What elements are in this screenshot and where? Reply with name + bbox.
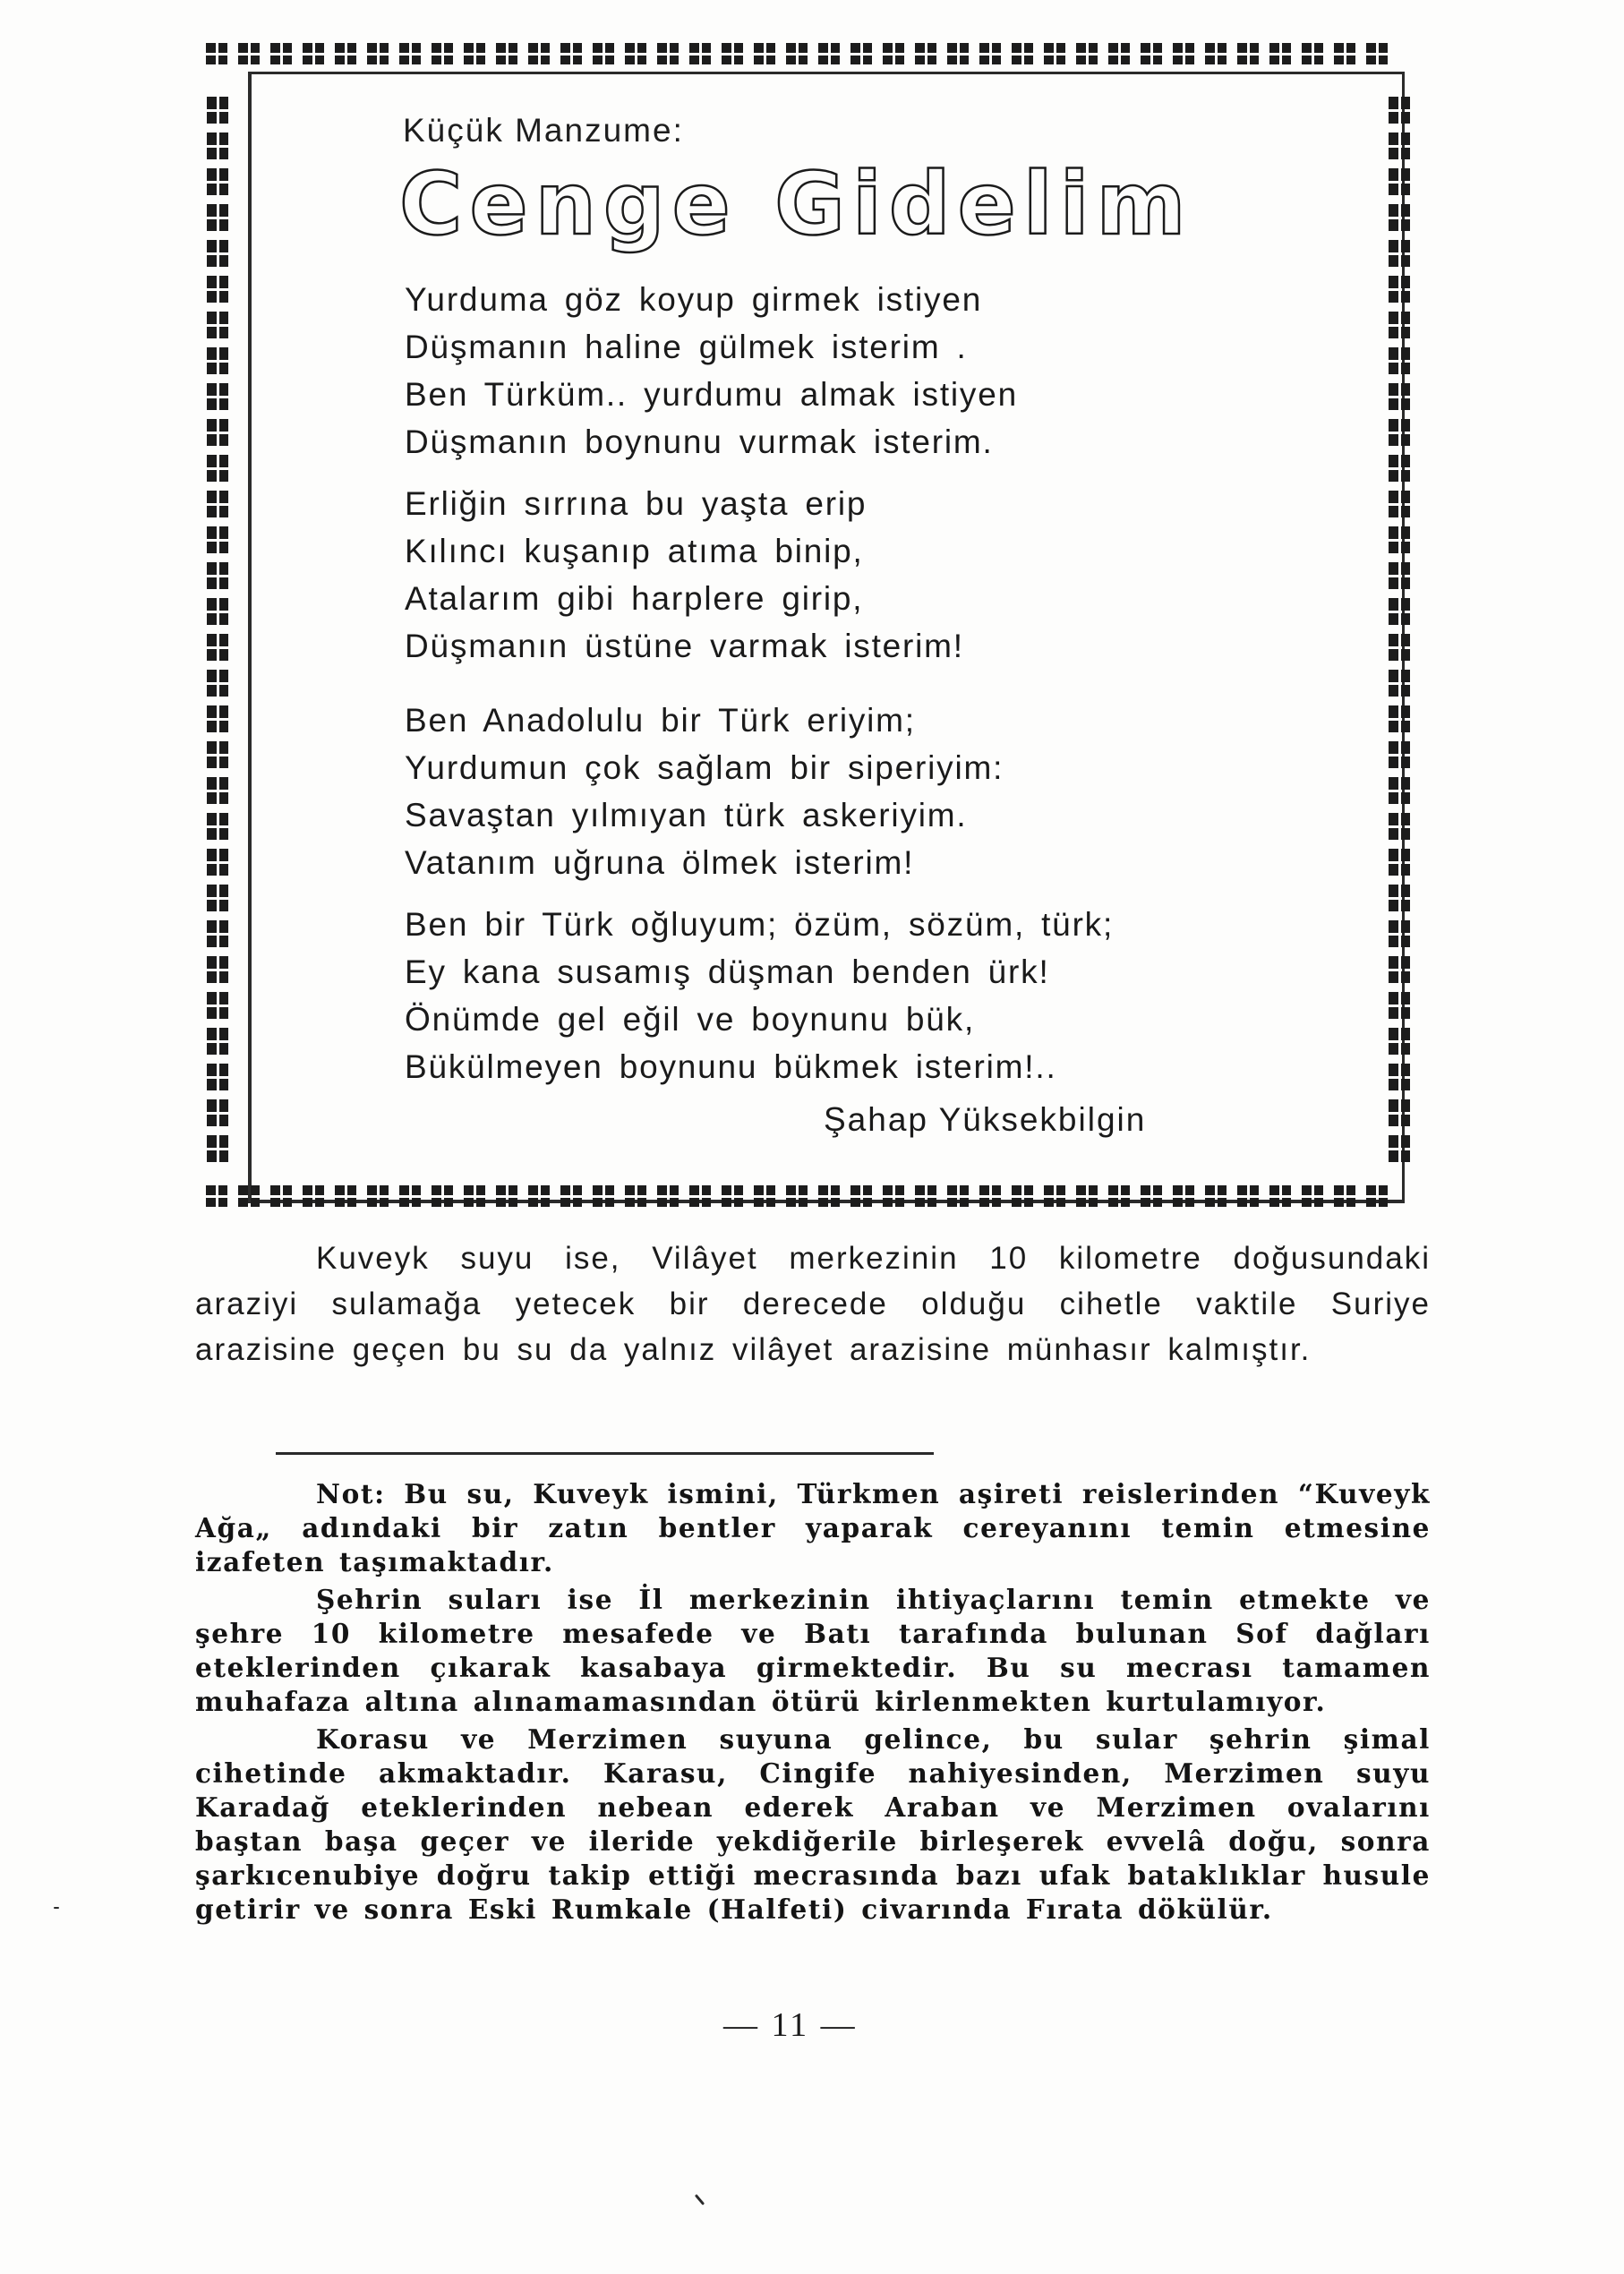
border-ornament <box>207 276 228 303</box>
frame-border-left <box>207 97 228 1162</box>
border-ornament <box>1366 1185 1388 1207</box>
border-ornament <box>1389 276 1410 303</box>
border-ornament <box>1389 526 1410 553</box>
border-ornament <box>1302 43 1323 64</box>
border-ornament <box>335 43 356 64</box>
border-ornament <box>1173 43 1194 64</box>
border-ornament <box>1269 43 1291 64</box>
border-ornament <box>464 1185 485 1207</box>
border-ornament <box>1389 347 1410 374</box>
poem-line: Ben Anadolulu bir Türk eriyim; <box>405 702 916 739</box>
border-ornament <box>1389 813 1410 840</box>
border-ornament <box>1389 670 1410 697</box>
border-ornament <box>207 1028 228 1055</box>
border-ornament <box>207 312 228 338</box>
poem-stanza-2 <box>405 480 964 670</box>
poem-stanza-3 <box>405 697 1004 886</box>
border-ornament <box>1389 956 1410 983</box>
border-ornament <box>915 1185 936 1207</box>
border-ornament <box>1044 43 1065 64</box>
border-ornament <box>207 956 228 983</box>
border-ornament <box>1076 1185 1098 1207</box>
border-ornament <box>1389 1135 1410 1162</box>
poem-line: Erliğin sırrına bu yaşta erip <box>405 485 868 522</box>
border-ornament <box>207 849 228 876</box>
border-ornament <box>722 1185 743 1207</box>
border-ornament <box>657 43 679 64</box>
border-ornament <box>1389 634 1410 661</box>
border-ornament <box>754 1185 775 1207</box>
poem-line: Bükülmeyen boynunu bükmek isterim!.. <box>405 1048 1057 1085</box>
border-ornament <box>625 43 646 64</box>
border-ornament <box>1389 920 1410 947</box>
border-ornament <box>1389 741 1410 768</box>
footnote-paragraph: Not: Bu su, Kuveyk ismini, Türkmen aşireti reislerinden “Kuveyk Ağa„ adındaki bir zatın bentler yaparak cereyanını temin etmesine izafeten taşımaktadır. <box>195 1478 1431 1577</box>
border-ornament <box>367 1185 389 1207</box>
border-ornament <box>207 885 228 911</box>
border-ornament <box>207 1099 228 1126</box>
border-ornament <box>1141 1185 1162 1207</box>
border-ornament <box>1366 43 1388 64</box>
border-ornament <box>496 1185 517 1207</box>
border-ornament <box>979 43 1001 64</box>
border-ornament <box>883 43 904 64</box>
border-ornament <box>238 43 260 64</box>
border-ornament <box>1269 1185 1291 1207</box>
border-ornament <box>207 419 228 446</box>
border-ornament <box>883 1185 904 1207</box>
border-ornament <box>1389 562 1410 589</box>
body-paragraph <box>195 1235 1431 1372</box>
poem-line: Düşmanın boynunu vurmak isterim. <box>405 423 994 460</box>
border-ornament <box>947 1185 969 1207</box>
border-ornament <box>207 598 228 625</box>
border-ornament <box>399 1185 421 1207</box>
border-ornament <box>207 992 228 1019</box>
border-ornament <box>207 97 228 124</box>
border-ornament <box>207 133 228 159</box>
border-ornament <box>1044 1185 1065 1207</box>
border-ornament <box>1389 777 1410 804</box>
poem-line: Atalarım gibi harplere girip, <box>405 580 864 617</box>
border-ornament <box>270 43 292 64</box>
border-ornament <box>207 168 228 195</box>
border-ornament <box>1205 43 1227 64</box>
border-ornament <box>238 1185 260 1207</box>
poem-line: Düşmanın haline gülmek isterim . <box>405 329 968 365</box>
border-ornament <box>432 1185 453 1207</box>
border-ornament <box>207 383 228 410</box>
border-ornament <box>1389 1099 1410 1126</box>
border-ornament <box>818 43 840 64</box>
border-ornament <box>207 347 228 374</box>
border-ornament <box>207 634 228 661</box>
border-ornament <box>207 1135 228 1162</box>
border-ornament <box>850 1185 872 1207</box>
poem-line: Ey kana susamış düşman benden ürk! <box>405 953 1050 990</box>
footnote-paragraph: Şehrin suları ise İl merkezinin ihtiyaçlarını temin etmekte ve şehre 10 kilometre mesafede ve Batı tarafında bulunan Sof dağları eteklerinden çıkarak kasabaya girmektedir. Bu su mecrası tamamen muhafaza altına alınamamasından ötürü kirlenmekten kurtulamıyor. <box>195 1584 1431 1717</box>
border-ornament <box>1173 1185 1194 1207</box>
footnotes <box>195 1477 1431 1930</box>
border-ornament <box>1108 43 1130 64</box>
poem-author: Şahap Yüksekbilgin <box>824 1101 1147 1138</box>
border-ornament <box>1389 312 1410 338</box>
footnote-paragraph: Korasu ve Merzimen suyuna gelince, bu sular şehrin şimal cihetinde akmaktadır. Karasu, Cingife nahiyesinden, Merzimen suyu Karadağ eteklerinden nebean ederek Araban ve Merzimen ovalarını baştan başa geçer ve ileride yekdiğerile birleşerek evvelâ doğu, sonra şarkıcenubiye doğru takip ettiği mecrasında bazı ufak bataklıklar husule getirir ve sonra Eski Rumkale (Halfeti) civarında Fırata dökülür. <box>195 1723 1431 1925</box>
border-ornament <box>1389 419 1410 446</box>
border-ornament <box>1389 885 1410 911</box>
border-ornament <box>207 491 228 517</box>
border-ornament <box>786 1185 808 1207</box>
poem-line: Savaştan yılmıyan türk askeriyim. <box>405 797 968 834</box>
border-ornament <box>206 43 227 64</box>
border-ornament <box>464 43 485 64</box>
border-ornament <box>270 1185 292 1207</box>
footnote-divider <box>276 1452 934 1455</box>
border-ornament <box>1389 1064 1410 1090</box>
border-ornament <box>689 43 711 64</box>
border-ornament <box>206 1185 227 1207</box>
border-ornament <box>1237 1185 1259 1207</box>
border-ornament <box>560 1185 582 1207</box>
border-ornament <box>432 43 453 64</box>
border-ornament <box>625 1185 646 1207</box>
border-ornament <box>207 526 228 553</box>
border-ornament <box>1012 43 1033 64</box>
border-ornament <box>1389 849 1410 876</box>
border-ornament <box>335 1185 356 1207</box>
border-ornament <box>1389 1028 1410 1055</box>
border-ornament <box>1389 491 1410 517</box>
border-ornament <box>207 562 228 589</box>
border-ornament <box>207 204 228 231</box>
border-ornament <box>560 43 582 64</box>
border-ornament <box>1237 43 1259 64</box>
border-ornament <box>1389 204 1410 231</box>
border-ornament <box>818 1185 840 1207</box>
poem-line: Vatanım uğruna ölmek isterim! <box>405 844 915 881</box>
border-ornament <box>496 43 517 64</box>
border-ornament <box>915 43 936 64</box>
border-ornament <box>1389 383 1410 410</box>
border-ornament <box>850 43 872 64</box>
poem-line: Yurdumun çok sağlam bir siperiyim: <box>405 749 1004 786</box>
border-ornament <box>1389 133 1410 159</box>
border-ornament <box>1334 43 1355 64</box>
scan-speck <box>54 1907 59 1909</box>
border-ornament <box>1205 1185 1227 1207</box>
border-ornament <box>1389 240 1410 267</box>
border-ornament <box>1334 1185 1355 1207</box>
border-ornament <box>207 920 228 947</box>
poem-stanza-1 <box>405 276 1018 466</box>
border-ornament <box>1389 97 1410 124</box>
border-ornament <box>593 1185 614 1207</box>
border-ornament <box>1302 1185 1323 1207</box>
body-paragraph-text: Kuveyk suyu ise, Vilâyet merkezinin 10 kilometre doğusundaki araziyi sulamağa yetecek bir derecede olduğu cihetle vaktile Suriye arazisine geçen bu su da yalnız vilâyet arazisine münhasır kalmıştır. <box>195 1241 1431 1367</box>
border-ornament <box>689 1185 711 1207</box>
border-ornament <box>528 1185 550 1207</box>
poem-stanza-4 <box>405 901 1114 1090</box>
border-ornament <box>593 43 614 64</box>
border-ornament <box>207 670 228 697</box>
border-ornament <box>1141 43 1162 64</box>
border-ornament <box>367 43 389 64</box>
border-ornament <box>303 1185 324 1207</box>
poem-title: Cenge Gidelim <box>399 154 1193 254</box>
page-number: — 11 — <box>723 2006 858 2044</box>
border-ornament <box>207 705 228 732</box>
border-ornament <box>1389 168 1410 195</box>
border-ornament <box>207 1064 228 1090</box>
border-ornament <box>303 43 324 64</box>
border-ornament <box>786 43 808 64</box>
border-ornament <box>207 240 228 267</box>
border-ornament <box>947 43 969 64</box>
border-ornament <box>1389 455 1410 482</box>
border-ornament <box>207 777 228 804</box>
poem-line: Önümde gel eğil ve boynunu bük, <box>405 1001 976 1038</box>
border-ornament <box>207 813 228 840</box>
frame-border-bottom <box>206 1185 1388 1207</box>
poem-line: Ben Türküm.. yurdumu almak istiyen <box>405 376 1018 413</box>
border-ornament <box>399 43 421 64</box>
poem-line: Düşmanın üstüne varmak isterim! <box>405 628 964 664</box>
border-ornament <box>528 43 550 64</box>
border-ornament <box>1012 1185 1033 1207</box>
border-ornament <box>754 43 775 64</box>
poem-line: Yurduma göz koyup girmek istiyen <box>405 281 983 318</box>
border-ornament <box>722 43 743 64</box>
border-ornament <box>1076 43 1098 64</box>
frame-border-top <box>206 43 1388 64</box>
frame-border-right <box>1389 97 1410 1162</box>
border-ornament <box>1108 1185 1130 1207</box>
border-ornament <box>207 741 228 768</box>
scan-speck <box>695 2194 705 2206</box>
border-ornament <box>1389 705 1410 732</box>
border-ornament <box>979 1185 1001 1207</box>
border-ornament <box>657 1185 679 1207</box>
poem-line: Kılıncı kuşanıp atıma binip, <box>405 533 864 569</box>
border-ornament <box>1389 598 1410 625</box>
poem-kicker: Küçük Manzume: <box>403 112 684 149</box>
border-ornament <box>1389 992 1410 1019</box>
poem-line: Ben bir Türk oğluyum; özüm, sözüm, türk; <box>405 906 1115 943</box>
border-ornament <box>207 455 228 482</box>
